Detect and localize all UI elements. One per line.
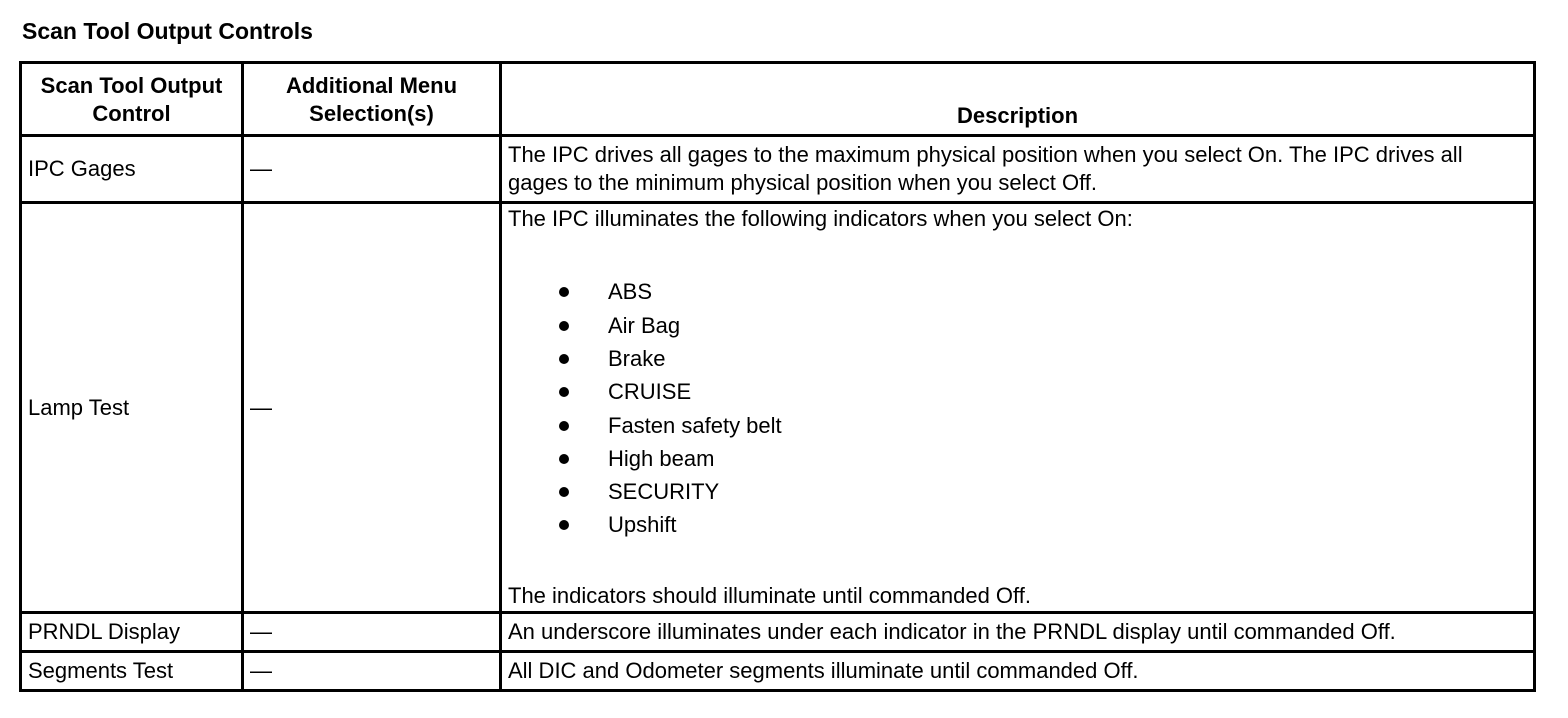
table-row <box>21 652 1535 691</box>
indicator-label: SECURITY <box>608 479 720 505</box>
indicator-label: Air Bag <box>608 312 681 338</box>
table-header-row <box>21 63 1535 136</box>
list-item <box>508 475 1527 508</box>
bullet-icon <box>559 354 569 364</box>
row-description: The IPC drives all gages to the maximum physical position when you select On. The IPC drives all gages to the minimum physical position when you select Off. <box>501 136 1535 203</box>
bullet-icon <box>559 421 569 431</box>
table-row <box>21 136 1535 203</box>
table-row <box>21 203 1535 613</box>
header-description: Description <box>501 63 1535 136</box>
row-additional: — <box>243 652 501 691</box>
row-control: Lamp Test <box>21 203 243 613</box>
indicator-label: CRUISE <box>608 379 692 405</box>
header-additional-menu: Additional Menu Selection(s) <box>243 63 501 136</box>
indicator-label: Brake <box>608 345 666 371</box>
bullet-icon <box>559 387 569 397</box>
list-item <box>508 409 1527 442</box>
list-item <box>508 375 1527 408</box>
list-item <box>508 442 1527 475</box>
list-item <box>508 342 1527 375</box>
table-row <box>21 613 1535 652</box>
output-controls-table <box>19 61 1536 692</box>
row-control: Segments Test <box>21 652 243 691</box>
row-description: All DIC and Odometer segments illuminate until commanded Off. <box>501 652 1535 691</box>
lamp-test-outro: The indicators should illuminate until commanded Off. <box>508 582 1031 608</box>
row-additional: — <box>243 136 501 203</box>
indicator-label: ABS <box>608 279 653 305</box>
bullet-icon <box>559 520 569 530</box>
row-description <box>501 203 1535 613</box>
row-additional: — <box>243 613 501 652</box>
header-control: Scan Tool Output Control <box>21 63 243 136</box>
list-item <box>508 508 1527 541</box>
bullet-icon <box>559 487 569 497</box>
list-item <box>508 309 1527 342</box>
list-item <box>508 275 1527 308</box>
document-title: Scan Tool Output Controls <box>22 18 313 44</box>
indicator-label: Fasten safety belt <box>608 412 782 438</box>
bullet-icon <box>559 321 569 331</box>
bullet-icon <box>559 454 569 464</box>
bullet-icon <box>559 287 569 297</box>
row-additional: — <box>243 203 501 613</box>
row-control: IPC Gages <box>21 136 243 203</box>
indicator-label: Upshift <box>608 512 677 538</box>
lamp-test-intro: The IPC illuminates the following indicators when you select On: <box>508 206 1133 232</box>
row-description: An underscore illuminates under each indicator in the PRNDL display until commanded Off. <box>501 613 1535 652</box>
indicator-list <box>508 275 1527 541</box>
indicator-label: High beam <box>608 445 715 471</box>
row-control: PRNDL Display <box>21 613 243 652</box>
